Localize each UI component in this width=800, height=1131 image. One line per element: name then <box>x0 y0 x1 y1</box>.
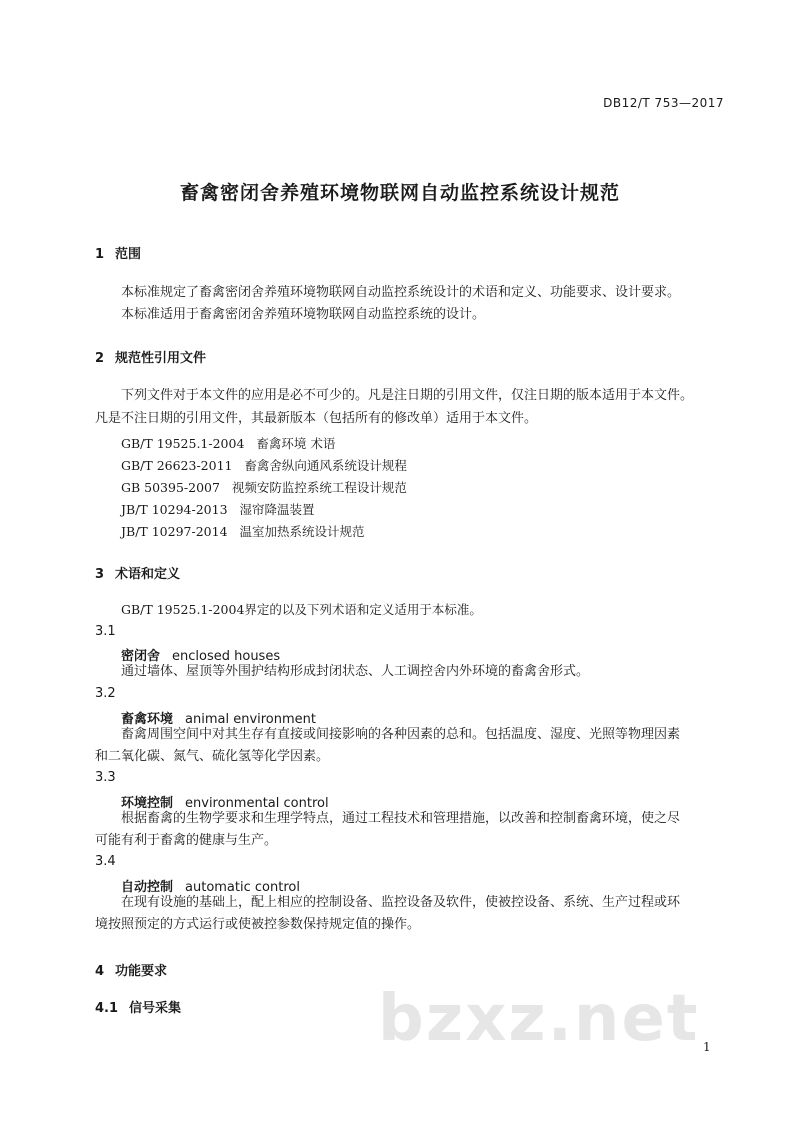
term-chinese: 畜禽环境 <box>121 712 174 727</box>
reference-item <box>121 478 407 496</box>
term-definition-line-2: 和二氧化碳、氮气、硫化氢等化学因素。 <box>95 749 330 764</box>
section-1-para-2: 本标准适用于畜禽密闭舍养殖环境物联网自动监控系统的设计。 <box>121 307 486 322</box>
document-code: DB12/T 753—2017 <box>603 96 724 110</box>
section-title: 规范性引用文件 <box>115 351 207 366</box>
term-chinese: 密闭舍 <box>121 649 161 664</box>
section-1-heading <box>95 243 141 262</box>
term-chinese: 环境控制 <box>121 796 174 811</box>
subsection-number: 4.1 <box>95 1001 119 1016</box>
term-definition-line-1: 通过墙体、屋顶等外围护结构形成封闭状态、人工调控舍内外环境的畜禽舍形式。 <box>121 664 590 679</box>
term-number: 3.4 <box>95 854 116 869</box>
reference-item <box>121 500 314 518</box>
term-definition-line-1: 根据畜禽的生物学要求和生理学特点，通过工程技术和管理措施，以改善和控制畜禽环境，使之尽 <box>121 811 681 826</box>
reference-code: GB/T 19525.1-2004 <box>121 436 245 451</box>
subsection-title: 信号采集 <box>129 1001 182 1016</box>
term-english: animal environment <box>185 712 316 727</box>
section-title: 术语和定义 <box>115 567 181 582</box>
page-number: 1 <box>703 1040 711 1054</box>
reference-title: 视频安防监控系统工程设计规范 <box>231 480 407 495</box>
section-title: 功能要求 <box>115 964 168 979</box>
term-number: 3.3 <box>95 770 116 785</box>
section-number: 3 <box>95 567 105 582</box>
reference-code: JB/T 10294-2013 <box>121 502 228 517</box>
term-english: environmental control <box>185 796 329 811</box>
subsection-4-1-heading <box>95 997 181 1016</box>
section-1-para-1: 本标准规定了畜禽密闭舍养殖环境物联网自动监控系统设计的术语和定义、功能要求、设计要求。 <box>121 285 681 300</box>
reference-title: 湿帘降温装置 <box>239 502 315 517</box>
section-2-para-line-1: 下列文件对于本文件的应用是必不可少的。凡是注日期的引用文件，仅注日期的版本适用于本文件。 <box>121 388 694 403</box>
term-definition-line-2: 境按照预定的方式运行或使被控参数保持规定值的操作。 <box>95 917 421 932</box>
watermark: bzxz.net <box>378 982 700 1056</box>
section-2-para-line-2: 凡是不注日期的引用文件，其最新版本（包括所有的修改单）适用于本文件。 <box>95 411 538 426</box>
reference-code: GB 50395-2007 <box>121 480 220 495</box>
term-number: 3.2 <box>95 686 116 701</box>
section-title: 范围 <box>115 247 142 262</box>
section-3-heading <box>95 563 180 582</box>
document-title: 畜禽密闭舍养殖环境物联网自动监控系统设计规范 <box>179 182 620 204</box>
term-definition-line-2: 可能有利于畜禽的健康与生产。 <box>95 833 278 848</box>
reference-title: 畜禽环境 术语 <box>256 436 336 451</box>
term-english: enclosed houses <box>172 649 281 664</box>
term-english: automatic control <box>185 880 300 895</box>
reference-code: GB/T 26623-2011 <box>121 458 233 473</box>
section-2-heading <box>95 347 206 366</box>
section-number: 1 <box>95 247 105 262</box>
reference-title: 温室加热系统设计规范 <box>239 524 365 539</box>
reference-title: 畜禽舍纵向通风系统设计规程 <box>244 458 407 473</box>
term-definition-line-1: 畜禽周围空间中对其生存有直接或间接影响的各种因素的总和。包括温度、湿度、光照等物理因素 <box>121 727 681 742</box>
section-4-heading <box>95 960 167 979</box>
reference-item <box>121 522 364 540</box>
reference-code: JB/T 10297-2014 <box>121 524 228 539</box>
term-number: 3.1 <box>95 624 116 639</box>
section-number: 4 <box>95 964 105 979</box>
reference-item <box>121 434 335 452</box>
section-number: 2 <box>95 351 105 366</box>
reference-item <box>121 456 407 474</box>
term-definition-line-1: 在现有设施的基础上，配上相应的控制设备、监控设备及软件，使被控设备、系统、生产过程或环 <box>121 895 681 910</box>
section-3-intro: GB/T 19525.1-2004界定的以及下列术语和定义适用于本标准。 <box>121 602 482 617</box>
term-chinese: 自动控制 <box>121 880 174 895</box>
